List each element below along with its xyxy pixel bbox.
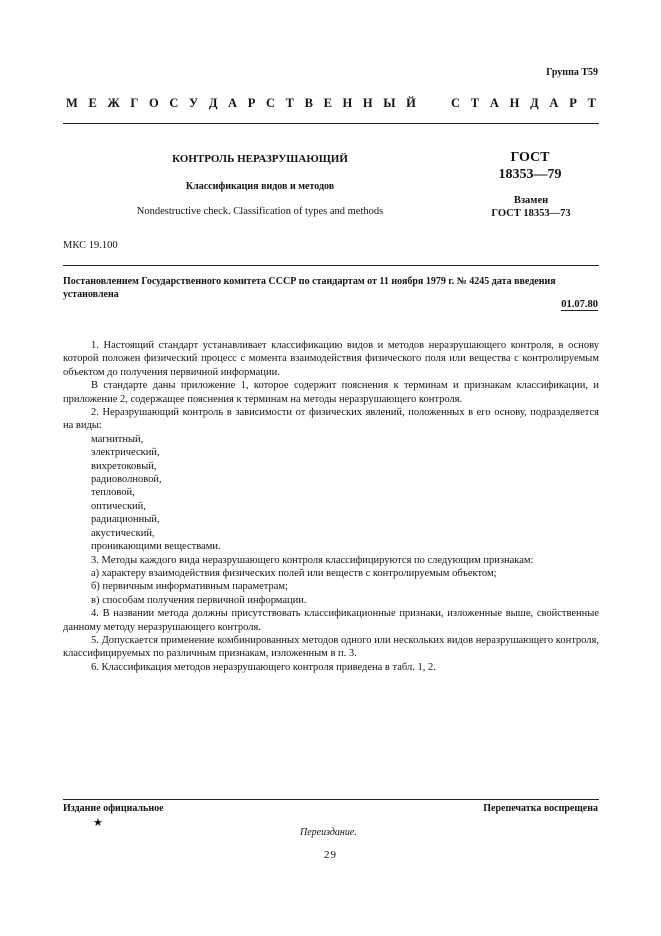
document-title: КОНТРОЛЬ НЕРАЗРУШАЮЩИЙ	[172, 153, 348, 165]
criteria-list-item: а) характеру взаимодействия физических полей или веществ с контролируемым объектом;	[91, 567, 497, 579]
banner-letter: Т	[587, 96, 596, 110]
type-list-item: электрический,	[91, 447, 160, 459]
replaces-gost: ГОСТ 18353—73	[491, 208, 571, 219]
paragraph: 4. В названии метода должны присутствовать классификационные признаки, изложенные выше, свойственные данному методу неразрушающего контроля.	[63, 608, 599, 633]
paragraph: 1. Настоящий стандарт устанавливает классификацию видов и методов неразрушающего контроля, в основу которой положен физический процесс с момента взаимодействия физического поля или вещества с контролируемым объектом до получения первичной информации.	[63, 340, 599, 378]
type-list-item: радиационный,	[91, 514, 160, 526]
banner-word-standard	[451, 96, 596, 111]
paragraph: В стандарте даны приложение 1, которое содержит пояснения к терминам и признакам классификации, и приложение 2, содержащее пояснения к терминам на методы неразрушающего контроля.	[63, 380, 599, 405]
mks-code: МКС 19.100	[63, 240, 118, 251]
replaces-label: Взамен	[513, 195, 549, 206]
banner-letter: В	[304, 96, 313, 110]
banner-letter: Н	[362, 96, 373, 110]
effective-date: 01.07.80	[561, 299, 598, 310]
banner-letter: Г	[130, 96, 139, 110]
banner-word-interstate	[66, 96, 416, 111]
banner-letter: Д	[530, 96, 539, 110]
banner-letter: Й	[406, 96, 416, 110]
banner-letter: М	[66, 96, 78, 110]
banner-letter: Т	[285, 96, 294, 110]
banner-letter: С	[265, 96, 275, 110]
gost-designation	[480, 149, 580, 183]
footer-rule	[63, 799, 599, 800]
page-number: 29	[324, 849, 337, 861]
type-list-item: магнитный,	[91, 433, 144, 445]
type-list-item: радиоволновой,	[91, 474, 162, 486]
gost-number: 18353—79	[498, 167, 562, 182]
banner-letter: А	[228, 96, 238, 110]
banner-letter: Е	[323, 96, 332, 110]
paragraph: 3. Методы каждого вида неразрушающего контроля классифицируются по следующим признакам:	[91, 554, 534, 566]
gost-label: ГОСТ	[510, 150, 550, 165]
reprint-notice: Перепечатка воспрещена	[483, 803, 598, 814]
paragraph: 2. Неразрушающий контроль в зависимости от физических явлений, положенных в его основу, подразделяется на виды:	[63, 407, 599, 432]
star-icon: ★	[93, 817, 103, 829]
type-list-item: тепловой,	[91, 487, 135, 499]
banner-letter: С	[451, 96, 461, 110]
banner-letter: Р	[247, 96, 256, 110]
banner-letter: Н	[342, 96, 353, 110]
paragraph: 6. Классификация методов неразрушающего контроля приведена в табл. 1, 2.	[91, 661, 436, 673]
group-code: Группа Т59	[546, 67, 598, 78]
reissue-note: Переиздание.	[300, 827, 357, 838]
banner-letter: Р	[569, 96, 577, 110]
banner-letter: О	[148, 96, 159, 110]
type-list-item: оптический,	[91, 500, 146, 512]
type-list-item: проникающими веществами.	[91, 541, 221, 553]
banner-letter: Е	[88, 96, 97, 110]
decree-rule	[63, 265, 599, 266]
type-list-item: акустический,	[91, 527, 155, 539]
banner-letter: Ы	[383, 96, 396, 110]
standard-banner	[66, 96, 596, 111]
banner-letter: Т	[470, 96, 480, 110]
official-edition: Издание официальное	[63, 803, 164, 814]
type-list-item: вихретоковый,	[91, 460, 157, 472]
document-subtitle: Классификация видов и методов	[185, 181, 335, 192]
banner-letter: Д	[208, 96, 218, 110]
banner-letter: А	[549, 96, 559, 110]
banner-letter: У	[189, 96, 199, 110]
header-rule	[63, 123, 599, 124]
banner-letter: С	[169, 96, 179, 110]
banner-letter: Н	[509, 96, 520, 110]
document-body	[63, 339, 599, 674]
criteria-list-item: б) первичным информативным параметрам;	[91, 581, 288, 593]
criteria-list-item: в) способам получения первичной информации.	[91, 594, 307, 606]
decree-text: Постановлением Государственного комитета СССР по стандартам от 11 ноября 1979 г. № 4245 дата введения установлена	[63, 276, 556, 300]
banner-letter: А	[489, 96, 499, 110]
english-title: Nondestructive check. Classification of types and methods	[136, 206, 384, 217]
banner-letter: Ж	[107, 96, 120, 110]
replaces-block	[476, 194, 586, 220]
paragraph: 5. Допускается применение комбинированных методов одного или нескольких видов неразрушающего контроля, классифицируемых по различным признакам, изложенным в п. 3.	[63, 634, 599, 660]
